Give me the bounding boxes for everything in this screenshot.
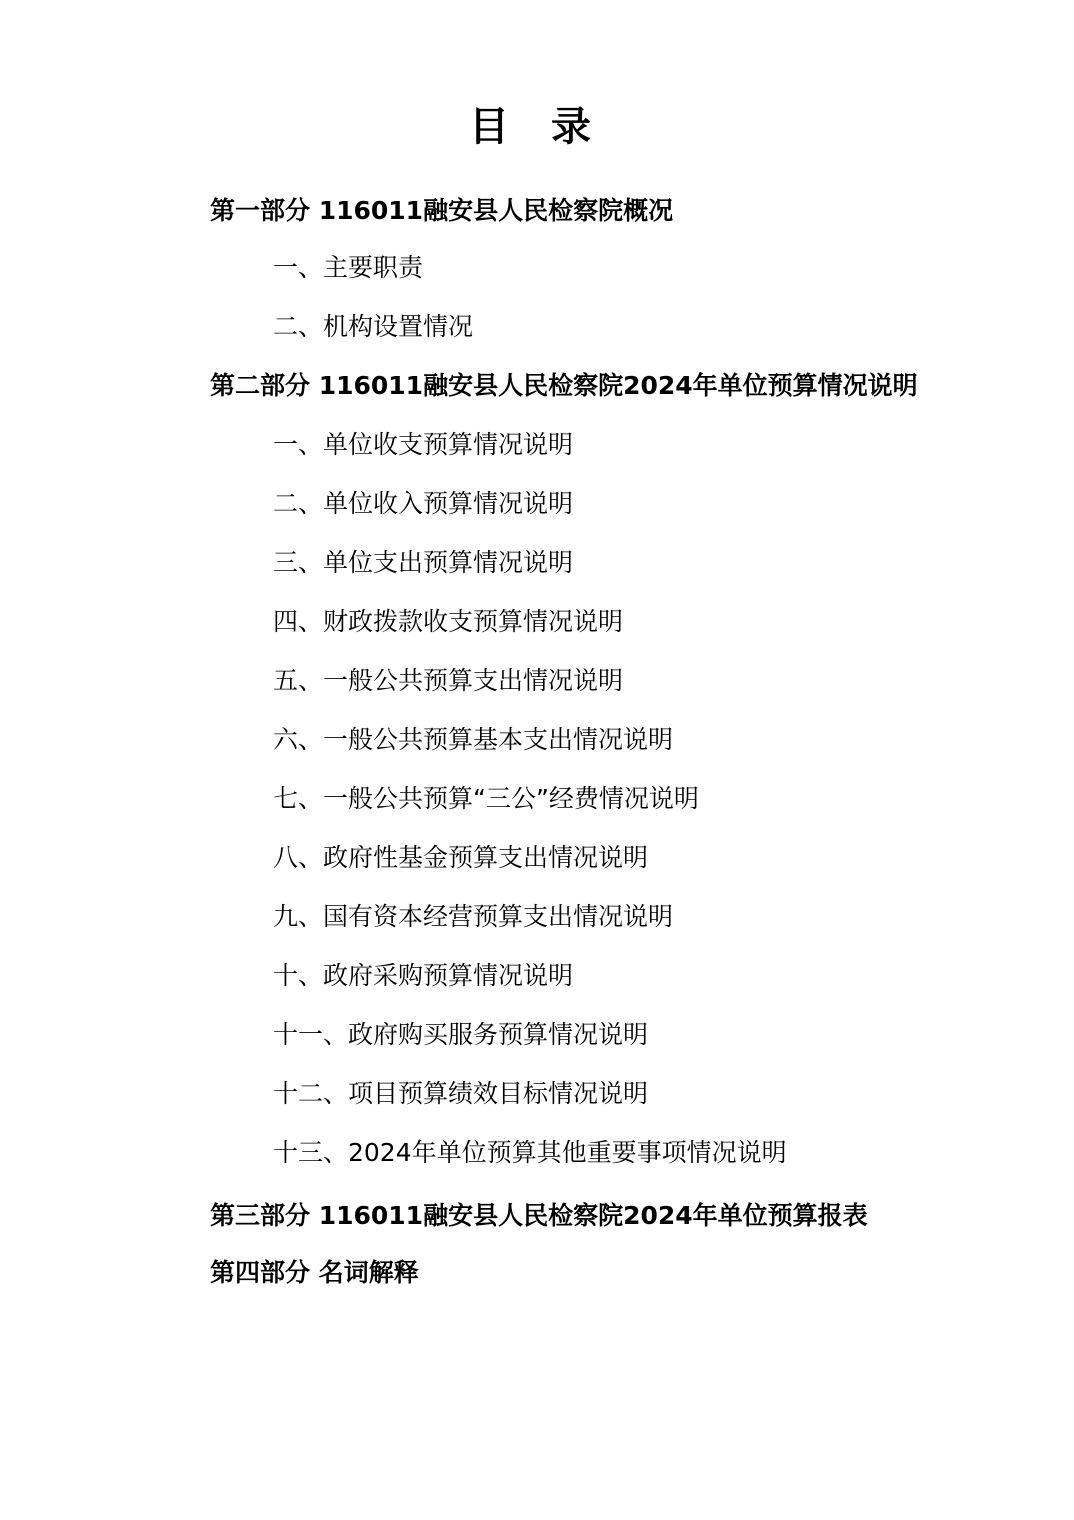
page-title: 目 录 [469, 103, 605, 150]
toc-entry-part2-item10[interactable]: 十、政府采购预算情况说明 [273, 961, 574, 990]
toc-entry-part2-item5[interactable]: 五、一般公共预算支出情况说明 [273, 666, 624, 695]
toc-entry-part-3[interactable]: 第三部分 116011融安县人民检察院2024年单位预算报表 [210, 1201, 868, 1230]
toc-entry-part2-item9[interactable]: 九、国有资本经营预算支出情况说明 [273, 902, 674, 931]
toc-entry-part2-item6[interactable]: 六、一般公共预算基本支出情况说明 [273, 725, 674, 754]
toc-entry-part2-item3[interactable]: 三、单位支出预算情况说明 [273, 548, 574, 577]
toc-entry-part2-item2[interactable]: 二、单位收入预算情况说明 [273, 489, 574, 518]
toc-entry-part2-item7[interactable]: 七、一般公共预算“三公”经费情况说明 [273, 784, 699, 813]
toc-entry-part1-item2[interactable]: 二、机构设置情况 [273, 312, 474, 341]
toc-entry-part2-item4[interactable]: 四、财政拨款收支预算情况说明 [273, 607, 624, 636]
toc-entry-part1-item1[interactable]: 一、主要职责 [273, 253, 424, 282]
toc-entry-part2-item13[interactable]: 十三、2024年单位预算其他重要事项情况说明 [273, 1138, 787, 1167]
toc-entry-part2-item8[interactable]: 八、政府性基金预算支出情况说明 [273, 843, 649, 872]
table-of-contents [110, 194, 964, 1289]
toc-entry-part2-item12[interactable]: 十二、项目预算绩效目标情况说明 [273, 1079, 649, 1108]
toc-entry-part-1[interactable]: 第一部分 116011融安县人民检察院概况 [210, 196, 674, 225]
toc-entry-part2-item1[interactable]: 一、单位收支预算情况说明 [273, 430, 574, 459]
toc-entry-part2-item11[interactable]: 十一、政府购买服务预算情况说明 [273, 1020, 649, 1049]
toc-entry-part-2[interactable]: 第二部分 116011融安县人民检察院2024年单位预算情况说明 [210, 371, 918, 400]
toc-entry-part-4[interactable]: 第四部分 名词解释 [210, 1258, 419, 1287]
